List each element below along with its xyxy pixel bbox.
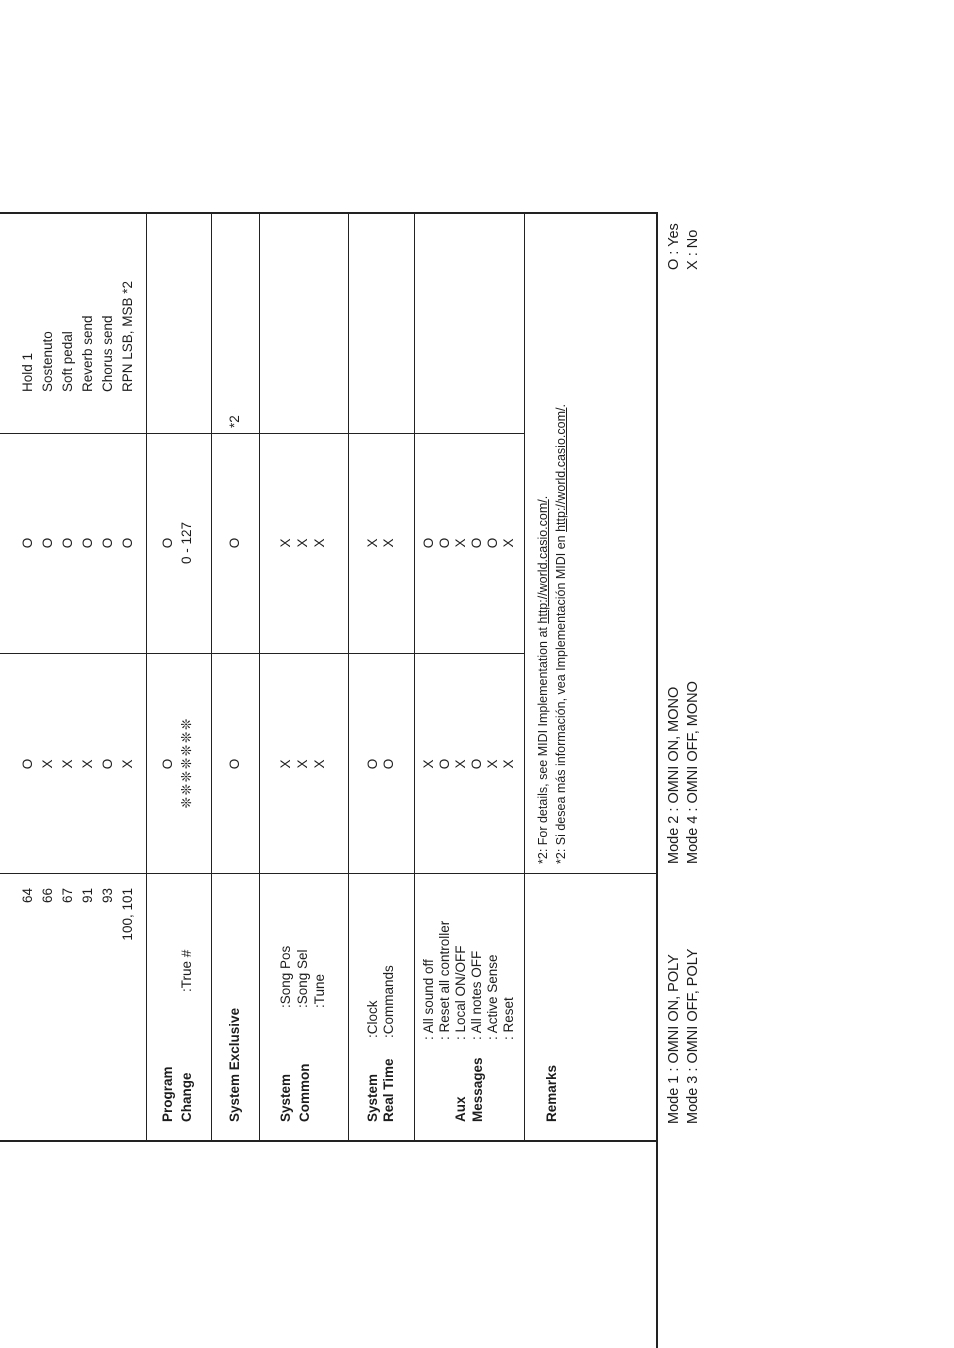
system-common-recognized: X [278, 538, 293, 548]
aux-messages-sub: : All notes OFF [469, 950, 484, 1040]
recognized-mark: O [40, 537, 55, 549]
program-change-transmitted-range: ❊ ❊ ❊ ❊ ❊ ❊ ❊ [179, 719, 194, 809]
system-common-recognized: X [312, 538, 327, 548]
aux-messages-sub: : Reset [501, 997, 516, 1040]
aux-messages-transmitted: X [453, 759, 468, 769]
aux-messages-transmitted: X [421, 759, 436, 769]
aux-messages-recognized: O [469, 537, 484, 549]
aux-messages-transmitted: O [469, 758, 484, 770]
system-common-transmitted: X [295, 759, 310, 769]
system-real-time-sub: :Commands [381, 965, 396, 1038]
aux-messages-recognized: O [485, 537, 500, 549]
controller-number: 66 [40, 888, 55, 904]
yes-legend: O : Yes [666, 223, 682, 270]
system-real-time-transmitted: O [365, 758, 380, 770]
controller-number: 93 [100, 888, 115, 904]
table-divider [0, 873, 657, 874]
system-common-recognized: X [295, 538, 310, 548]
system-exclusive-transmitted: O [227, 758, 242, 770]
table-divider [0, 433, 524, 434]
table-divider [0, 212, 658, 214]
remarks-note-english [534, 496, 553, 864]
transmitted-mark: X [40, 759, 55, 769]
table-divider [524, 212, 525, 1142]
recognized-mark: O [80, 537, 95, 549]
mode-legend: Mode 3 : OMNI OFF, POLY [685, 948, 701, 1124]
system-common-sub: :Song Sel [295, 949, 310, 1008]
controller-number: 67 [60, 888, 75, 904]
transmitted-mark: X [80, 759, 95, 769]
program-change-label: Change [179, 1072, 194, 1122]
aux-messages-recognized: X [501, 538, 516, 548]
program-change-recognized: O [160, 537, 175, 549]
controller-number: 91 [80, 888, 95, 904]
table-divider [146, 212, 147, 1142]
transmitted-mark: O [20, 758, 35, 770]
program-change-label: Program [160, 1066, 175, 1122]
transmitted-mark: X [60, 759, 75, 769]
mode-legend: Mode 2 : OMNI ON, MONO [666, 686, 682, 864]
remarks-note-spanish [552, 404, 571, 864]
recognized-mark: O [120, 537, 135, 549]
mode-legend: Mode 1 : OMNI ON, POLY [666, 954, 682, 1124]
system-real-time-recognized: X [365, 538, 380, 548]
program-change-transmitted: O [160, 758, 175, 770]
table-divider [348, 212, 349, 1142]
aux-messages-recognized: O [437, 537, 452, 549]
aux-messages-label: Messages [470, 1057, 485, 1122]
aux-messages-recognized: X [453, 538, 468, 548]
system-exclusive-recognized: O [227, 537, 242, 549]
no-legend: X : No [685, 229, 701, 270]
remarks-note-text: . [536, 495, 550, 500]
remarks-note-text: . [554, 404, 568, 408]
table-divider [211, 212, 212, 1142]
system-real-time-label: Real Time [381, 1058, 396, 1122]
transmitted-mark: O [100, 758, 115, 770]
remarks-label: Remarks [544, 1064, 559, 1122]
controller-name: RPN LSB, MSB *2 [120, 280, 135, 392]
recognized-mark: O [60, 537, 75, 549]
casio-link[interactable]: http://world.casio.com/ [554, 407, 568, 532]
aux-messages-transmitted: O [437, 758, 452, 770]
controller-number: 64 [20, 888, 35, 904]
system-common-label: Common [297, 1063, 312, 1122]
table-divider [259, 212, 260, 1142]
transmitted-mark: X [120, 759, 135, 769]
aux-messages-sub: : All sound off [421, 959, 436, 1040]
remarks-note-text: *2: Si desea más información, vea Implementación MIDI en [554, 531, 568, 864]
table-divider [0, 653, 524, 654]
mode-legend: Mode 4 : OMNI OFF, MONO [685, 681, 701, 864]
controller-name: Hold 1 [20, 352, 35, 392]
system-real-time-sub: :Clock [365, 1000, 380, 1038]
remarks-note-text: *2: For details, see MIDI Implementation at [536, 623, 550, 864]
system-common-transmitted: X [278, 759, 293, 769]
recognized-mark: O [100, 537, 115, 549]
controller-name: Chorus send [100, 315, 115, 392]
aux-messages-label: Aux [453, 1096, 468, 1122]
aux-messages-transmitted: X [501, 759, 516, 769]
controller-name: Soft pedal [60, 331, 75, 392]
aux-messages-transmitted: X [485, 759, 500, 769]
table-divider [414, 212, 415, 1142]
system-common-sub: :Song Pos [278, 945, 293, 1008]
aux-messages-sub: : Local ON/OFF [453, 945, 468, 1040]
controller-name: Sostenuto [40, 331, 55, 392]
recognized-mark: O [20, 537, 35, 549]
table-divider [656, 212, 658, 1348]
system-real-time-transmitted: O [381, 758, 396, 770]
program-change-sub: :True # [179, 949, 194, 992]
casio-link[interactable]: http://world.casio.com/ [536, 499, 550, 624]
aux-messages-recognized: O [421, 537, 436, 549]
controller-name: Reverb send [80, 315, 95, 392]
system-real-time-recognized: X [381, 538, 396, 548]
system-real-time-label: System [365, 1073, 380, 1122]
system-exclusive-remarks: *2 [227, 415, 242, 428]
aux-messages-sub: : Active Sense [485, 954, 500, 1040]
system-common-label: System [278, 1073, 293, 1122]
program-change-recognized-range: 0 - 127 [179, 521, 194, 565]
system-exclusive-label: System Exclusive [227, 1007, 242, 1122]
table-divider [0, 1140, 658, 1142]
system-common-sub: :Tune [312, 973, 327, 1008]
system-common-transmitted: X [312, 759, 327, 769]
aux-messages-sub: : Reset all controller [437, 920, 452, 1040]
controller-number: 100, 101 [120, 888, 135, 941]
